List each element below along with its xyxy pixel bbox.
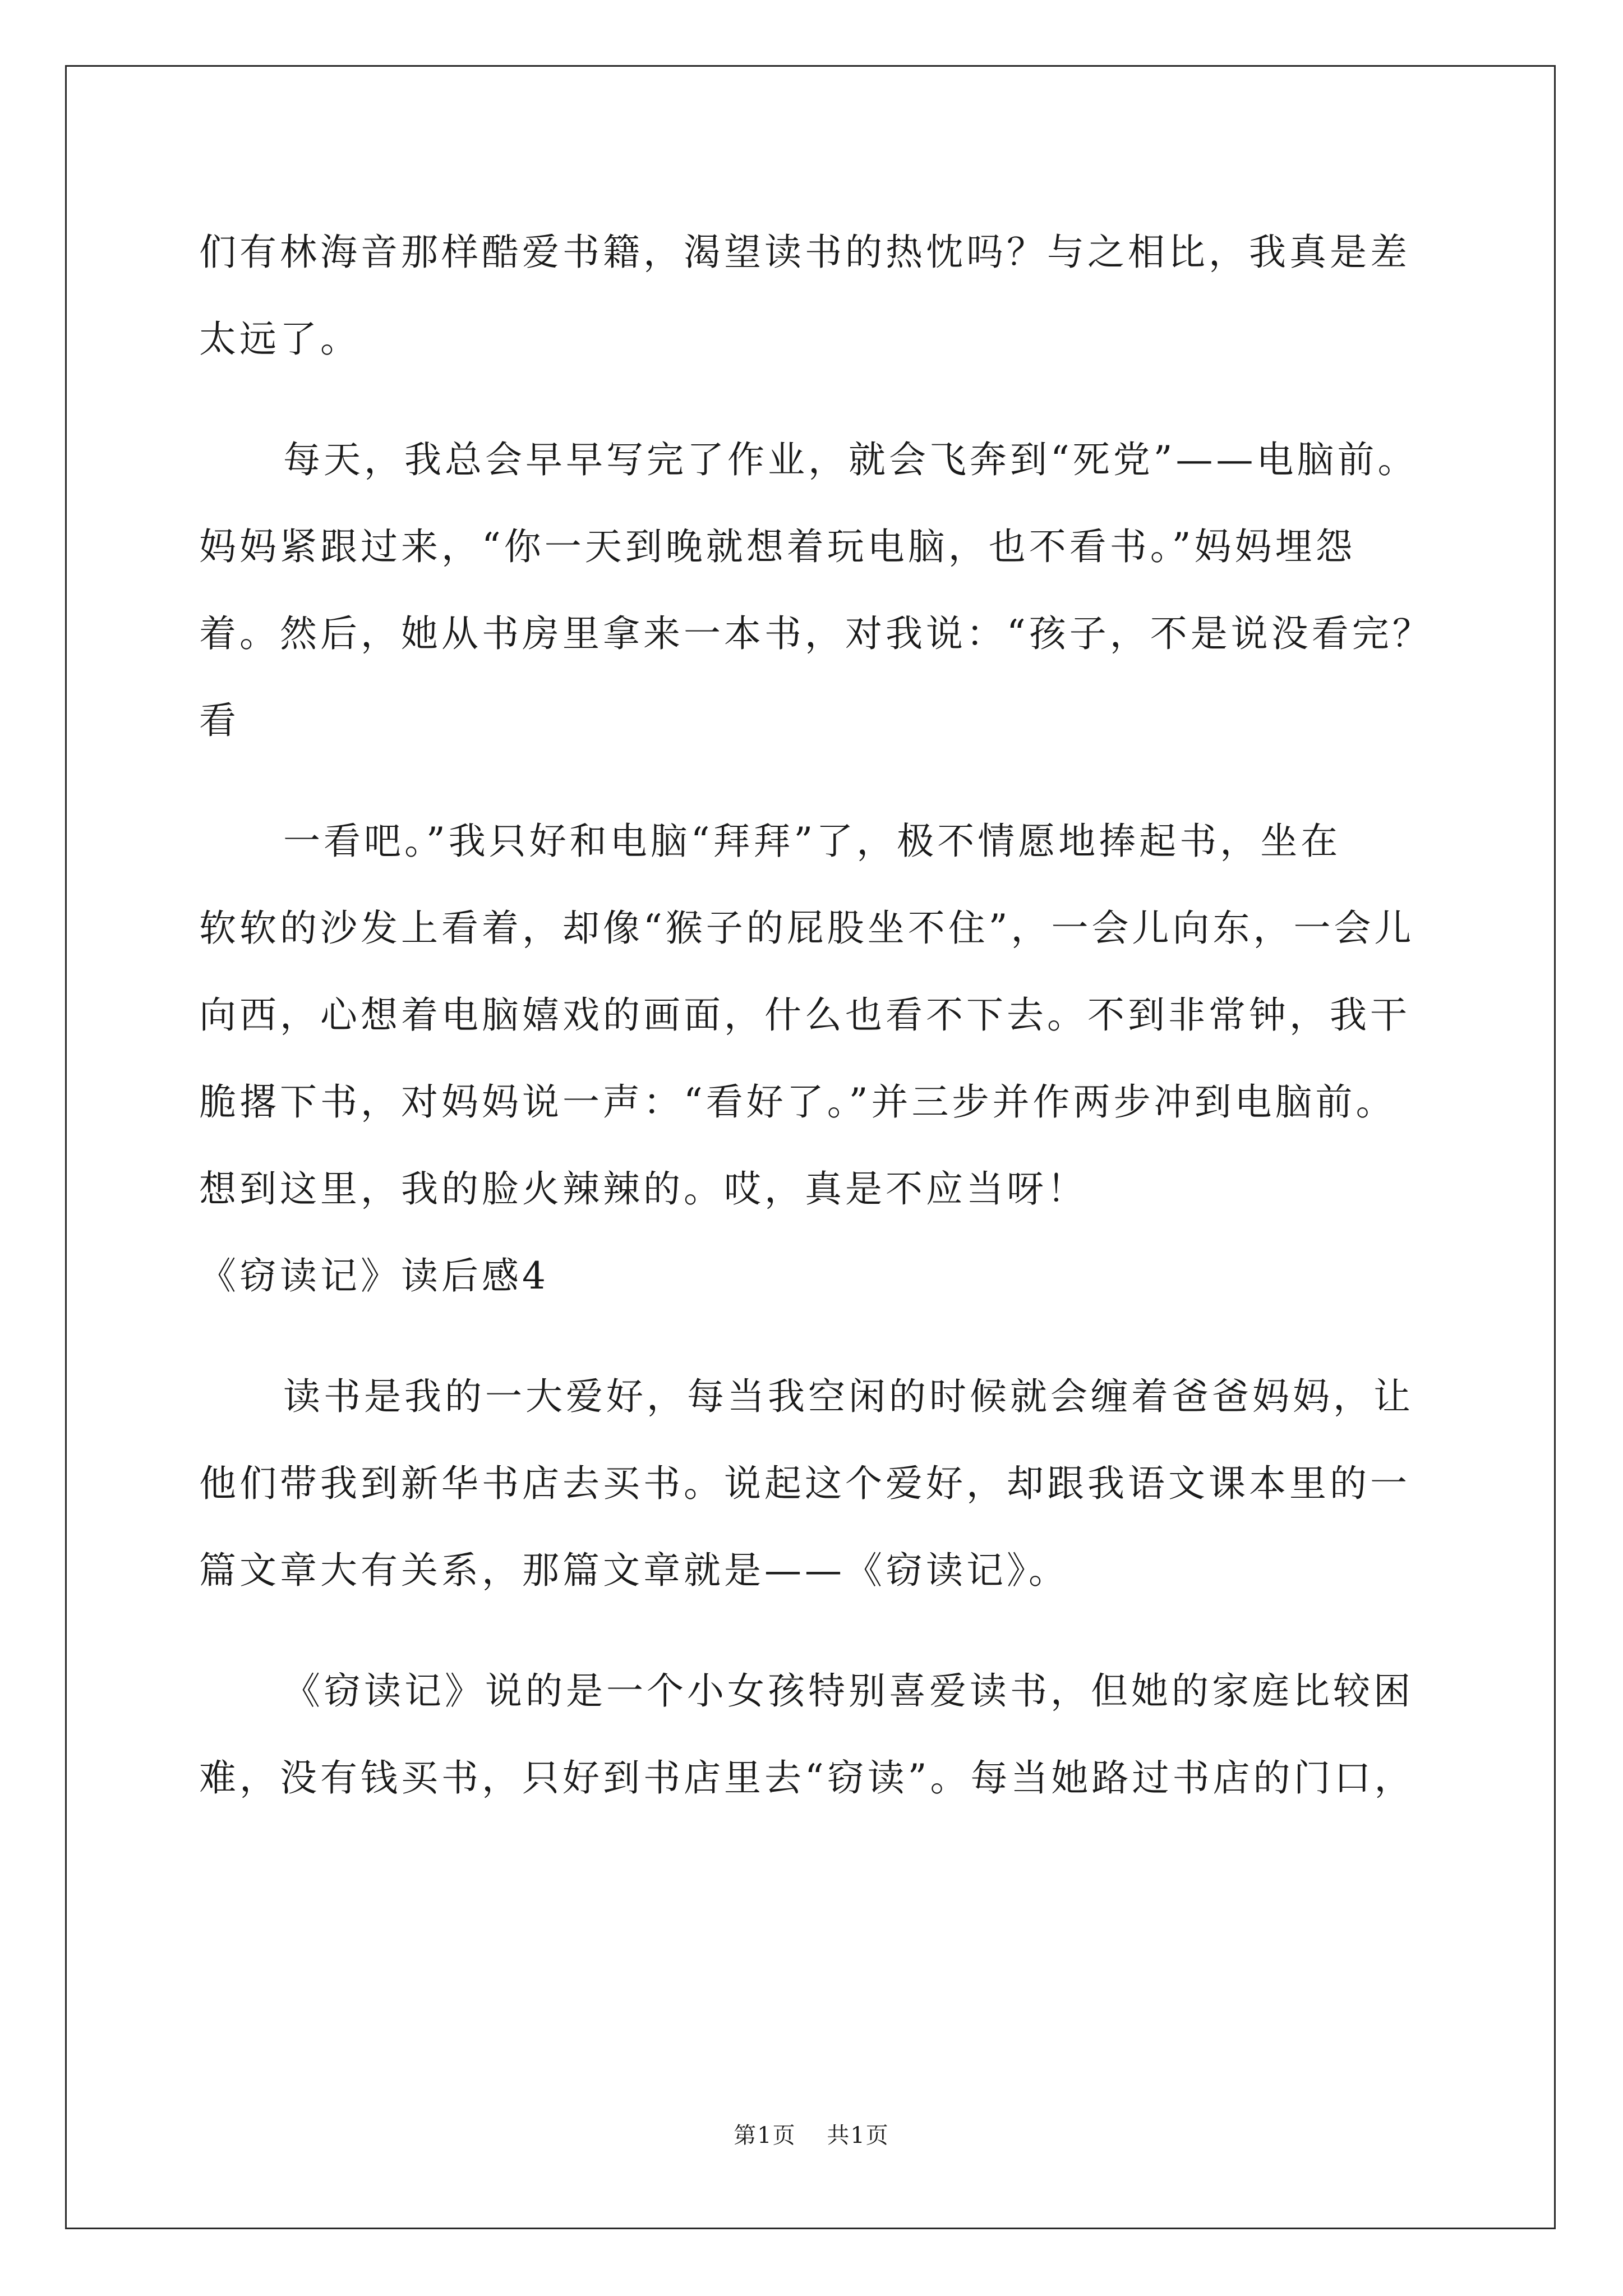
page-footer <box>0 2122 1623 2150</box>
paragraph-start: 每天，我总会早早写完了作业，就会飞奔到“死党”——电脑前。 <box>283 438 1418 481</box>
paragraph-start: 读书是我的一大爱好，每当我空闲的时候就会缠着爸爸妈妈，让 <box>283 1375 1414 1418</box>
section-heading: 《窃读记》读后感4 <box>199 1254 549 1297</box>
paragraph-start: 《窃读记》说的是一个小女孩特别喜爱读书，但她的家庭比较困 <box>283 1669 1414 1713</box>
page-total: 共1页 <box>827 2123 889 2148</box>
text-line: 向西，心想着电脑嬉戏的画面，什么也看不下去。不到非常钟，我干 <box>199 993 1410 1037</box>
text-line: 难，没有钱买书，只好到书店里去“窃读”。每当她路过书店的门口， <box>199 1756 1415 1800</box>
text-line: 软软的沙发上看着，却像“猴子的屁股坐不住”，一会儿向东，一会儿 <box>199 907 1415 950</box>
page-number: 第1页 <box>734 2123 796 2148</box>
text-line: 着。然后，她从书房里拿来一本书，对我说：“孩子，不是说没看完？ <box>199 612 1433 655</box>
text-line: 篇文章大有关系，那篇文章就是——《窃读记》。 <box>199 1549 1069 1592</box>
document-body <box>199 209 1433 1821</box>
text-line: 脆撂下书，对妈妈说一声：“看好了。”并三步并作两步冲到电脑前。 <box>199 1080 1396 1124</box>
paragraph-start: 一看吧。”我只好和电脑“拜拜”了，极不情愿地捧起书，坐在 <box>283 820 1341 863</box>
text-line: 们有林海音那样酷爱书籍，渴望读书的热忱吗？与之相比，我真是差 <box>199 231 1410 274</box>
text-line: 太远了。 <box>199 318 361 361</box>
text-line: 他们带我到新华书店去买书。说起这个爱好，却跟我语文课本里的一 <box>199 1462 1410 1505</box>
text-line: 看 <box>199 699 239 742</box>
text-line: 想到这里，我的脸火辣辣的。哎，真是不应当呀！ <box>199 1167 1087 1211</box>
text-line: 妈妈紧跟过来，“你一天到晚就想着玩电脑，也不看书。”妈妈埋怨 <box>199 525 1356 568</box>
